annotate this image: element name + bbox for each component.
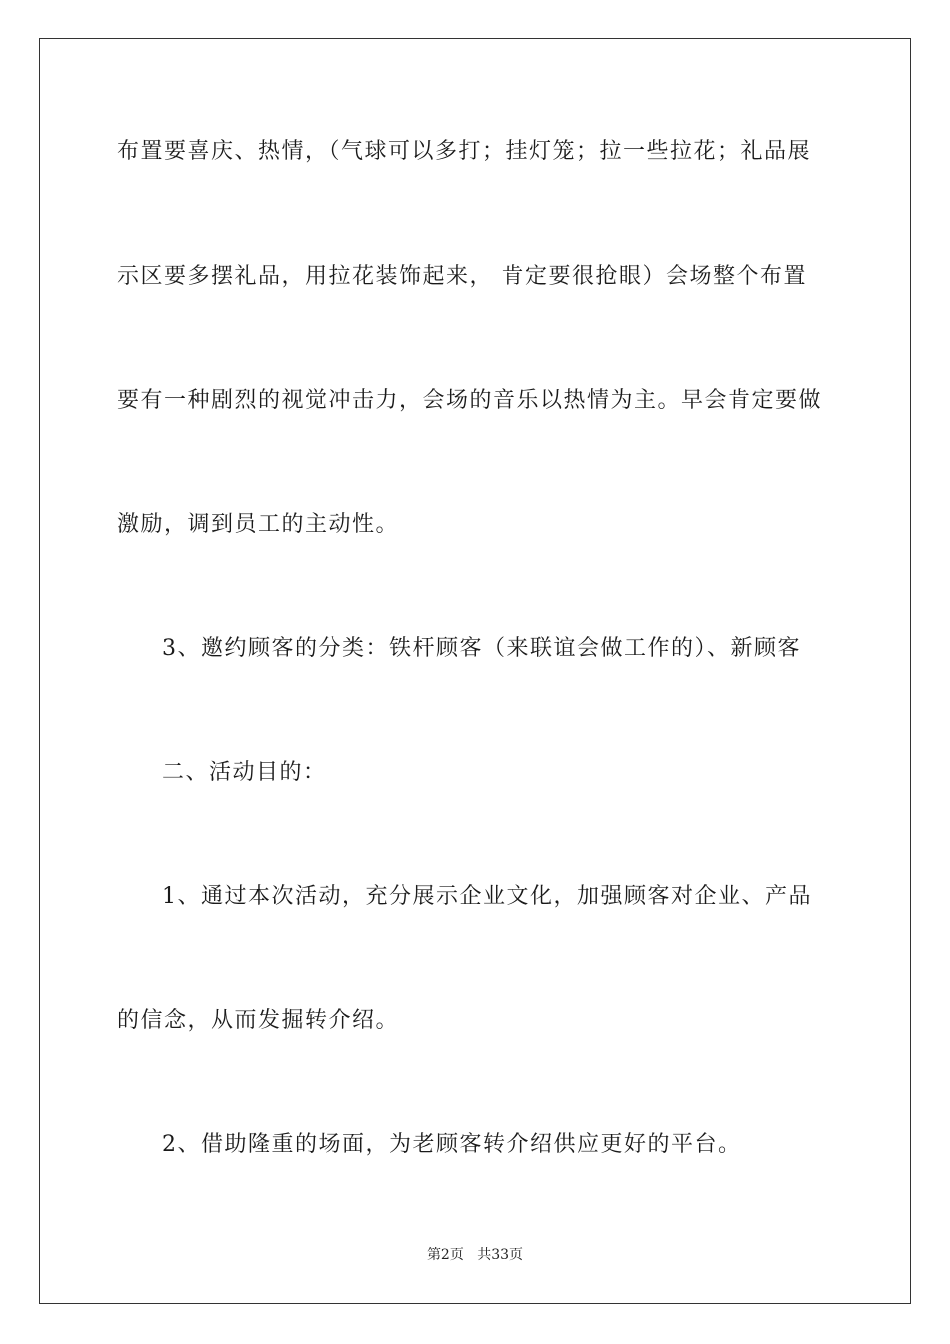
- body-line-9: 2、借助隆重的场面，为老顾客转介绍供应更好的平台。: [162, 1132, 742, 1157]
- body-line-2: 示区要多摆礼品，用拉花装饰起来， 肯定要很抢眼）会场整个布置: [117, 264, 807, 289]
- body-line-8: 的信念，从而发掘转介绍。: [117, 1008, 400, 1033]
- total-pages-label: 共33页: [477, 1247, 524, 1263]
- page-footer: [0, 1246, 950, 1264]
- page-frame: [39, 38, 911, 1304]
- section-heading: 二、活动目的：: [162, 760, 327, 785]
- body-line-3: 要有一种剧烈的视觉冲击力，会场的音乐以热情为主。早会肯定要做: [117, 388, 823, 413]
- body-line-4: 激励，调到员工的主动性。: [117, 512, 400, 537]
- current-page-label: 第2页: [426, 1247, 464, 1263]
- body-line-5: 3、邀约顾客的分类：铁杆顾客（来联谊会做工作的）、新顾客: [162, 636, 801, 661]
- body-line-1: 布置要喜庆、热情，（气球可以多打；挂灯笼；拉一些拉花；礼品展: [117, 139, 812, 164]
- body-line-7: 1、通过本次活动，充分展示企业文化，加强顾客对企业、产品: [162, 884, 812, 909]
